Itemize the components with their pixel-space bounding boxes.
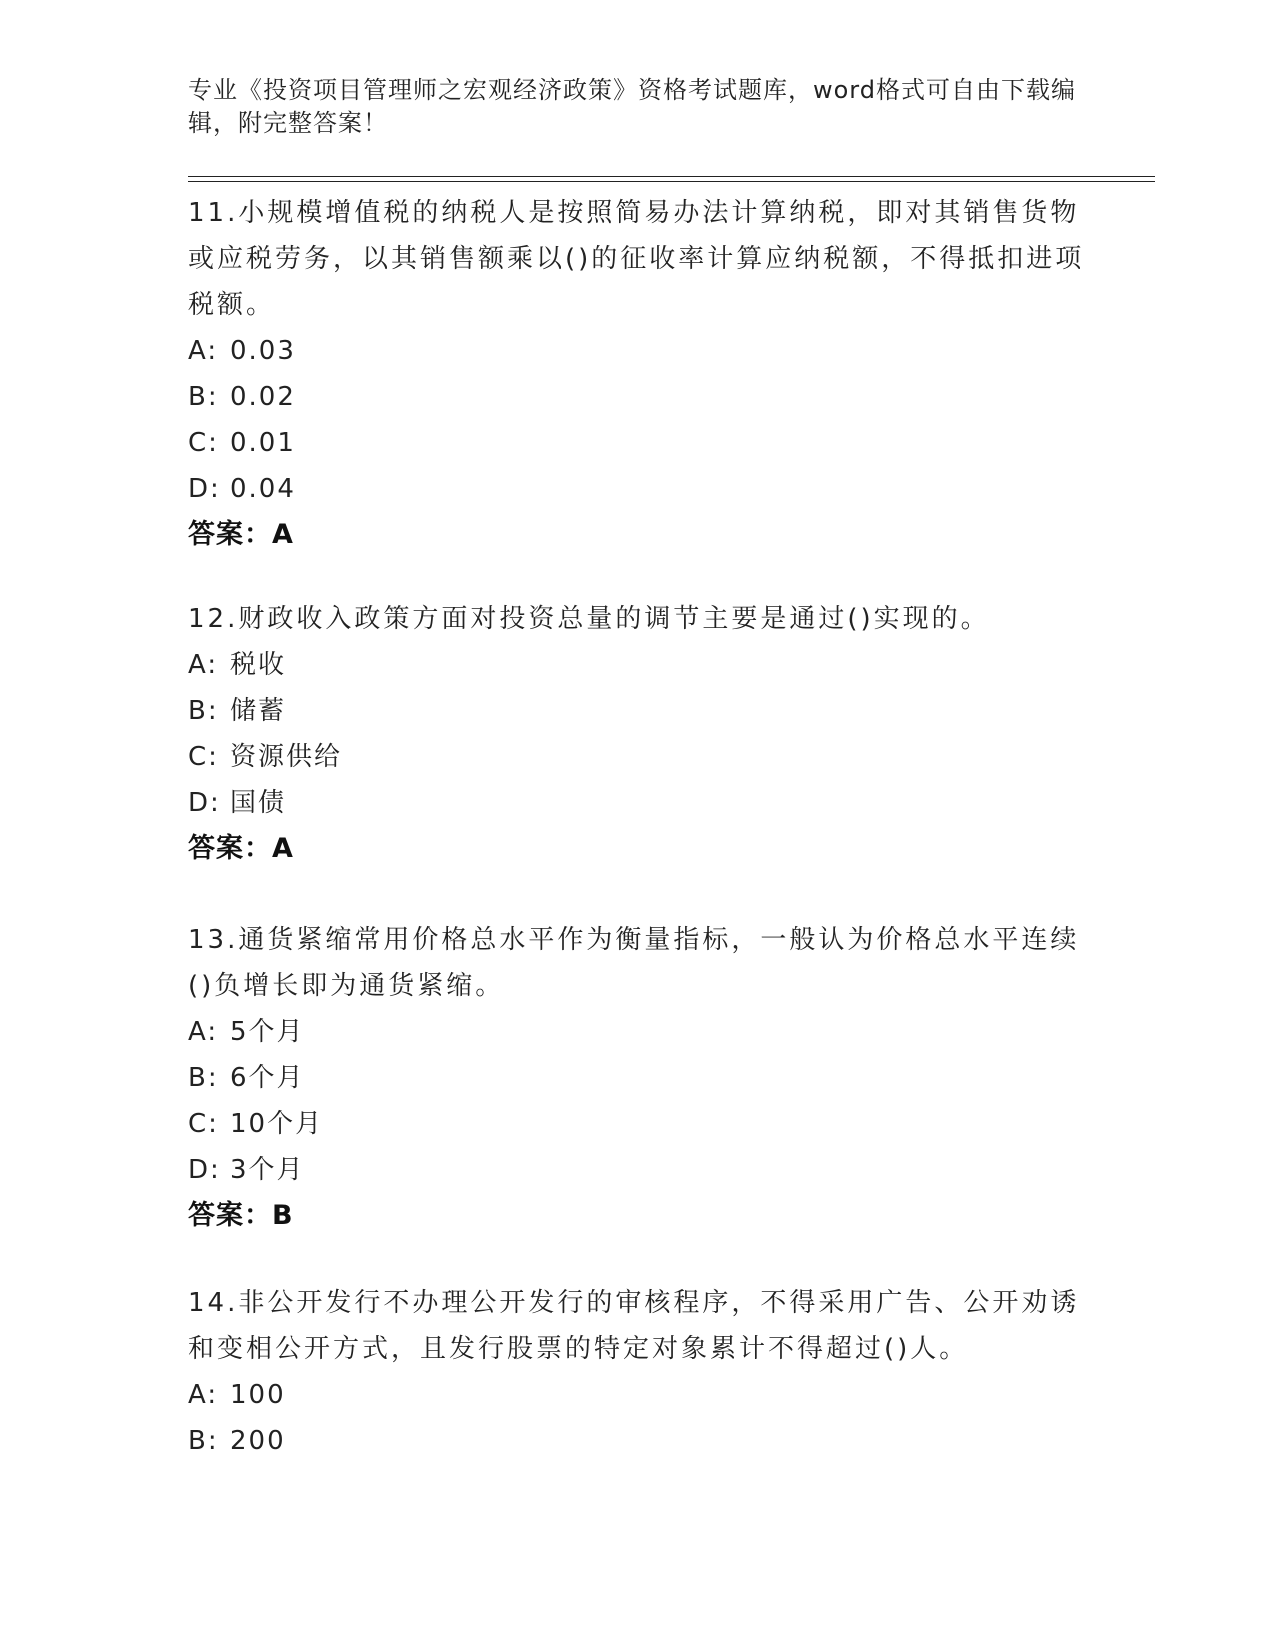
option-label: B: [188, 1426, 219, 1456]
option-a [188, 328, 1088, 374]
option-text: 资源供给 [230, 742, 343, 772]
question-14 [188, 1280, 1088, 1464]
option-label: B: [188, 1063, 219, 1093]
option-text: 国债 [230, 788, 287, 818]
option-text: 10个月 [230, 1109, 324, 1139]
option-label: A: [188, 1017, 219, 1047]
question-13 [188, 917, 1088, 1239]
option-c [188, 734, 1088, 780]
document-header: 专业《投资项目管理师之宏观经济政策》资格考试题库，word格式可自由下载编辑，附完整答案！ [188, 76, 1076, 137]
option-text: 0.03 [230, 336, 296, 366]
option-text: 0.02 [230, 382, 296, 412]
option-label: C: [188, 1109, 219, 1139]
answer: 答案：A [188, 519, 294, 550]
option-label: D: [188, 1155, 221, 1185]
option-label: A: [188, 650, 219, 680]
option-c [188, 420, 1088, 466]
option-label: D: [188, 788, 221, 818]
option-label: B: [188, 382, 219, 412]
option-b [188, 688, 1088, 734]
option-c [188, 1101, 1088, 1147]
option-label: B: [188, 696, 219, 726]
option-d [188, 780, 1088, 826]
option-d [188, 466, 1088, 512]
question-stem: 12.财政收入政策方面对投资总量的调节主要是通过()实现的。 [188, 604, 990, 634]
option-text: 100 [230, 1380, 286, 1410]
option-label: C: [188, 742, 219, 772]
question-11 [188, 190, 1088, 558]
option-text: 5个月 [230, 1017, 305, 1047]
option-text: 3个月 [230, 1155, 305, 1185]
option-label: A: [188, 1380, 219, 1410]
option-b [188, 374, 1088, 420]
question-12 [188, 596, 1088, 872]
option-label: D: [188, 474, 221, 504]
option-text: 6个月 [230, 1063, 305, 1093]
question-stem: 13.通货紧缩常用价格总水平作为衡量指标，一般认为价格总水平连续()负增长即为通货紧缩。 [188, 925, 1080, 1001]
option-b [188, 1418, 1088, 1464]
answer: 答案：A [188, 833, 294, 864]
option-text: 200 [230, 1426, 286, 1456]
question-stem: 11.小规模增值税的纳税人是按照简易办法计算纳税，即对其销售货物或应税劳务，以其销售额乘以()的征收率计算应纳税额，不得抵扣进项税额。 [188, 198, 1085, 320]
option-label: A: [188, 336, 219, 366]
question-stem: 14.非公开发行不办理公开发行的审核程序，不得采用广告、公开劝诱和变相公开方式，且发行股票的特定对象累计不得超过()人。 [188, 1288, 1080, 1364]
option-b [188, 1055, 1088, 1101]
option-a [188, 642, 1088, 688]
header-double-rule [188, 176, 1155, 182]
option-label: C: [188, 428, 219, 458]
option-text: 储蓄 [230, 696, 287, 726]
option-d [188, 1147, 1088, 1193]
option-text: 0.04 [230, 474, 296, 504]
option-a [188, 1372, 1088, 1418]
answer: 答案：B [188, 1200, 294, 1231]
option-text: 税收 [230, 650, 287, 680]
option-text: 0.01 [230, 428, 296, 458]
option-a [188, 1009, 1088, 1055]
